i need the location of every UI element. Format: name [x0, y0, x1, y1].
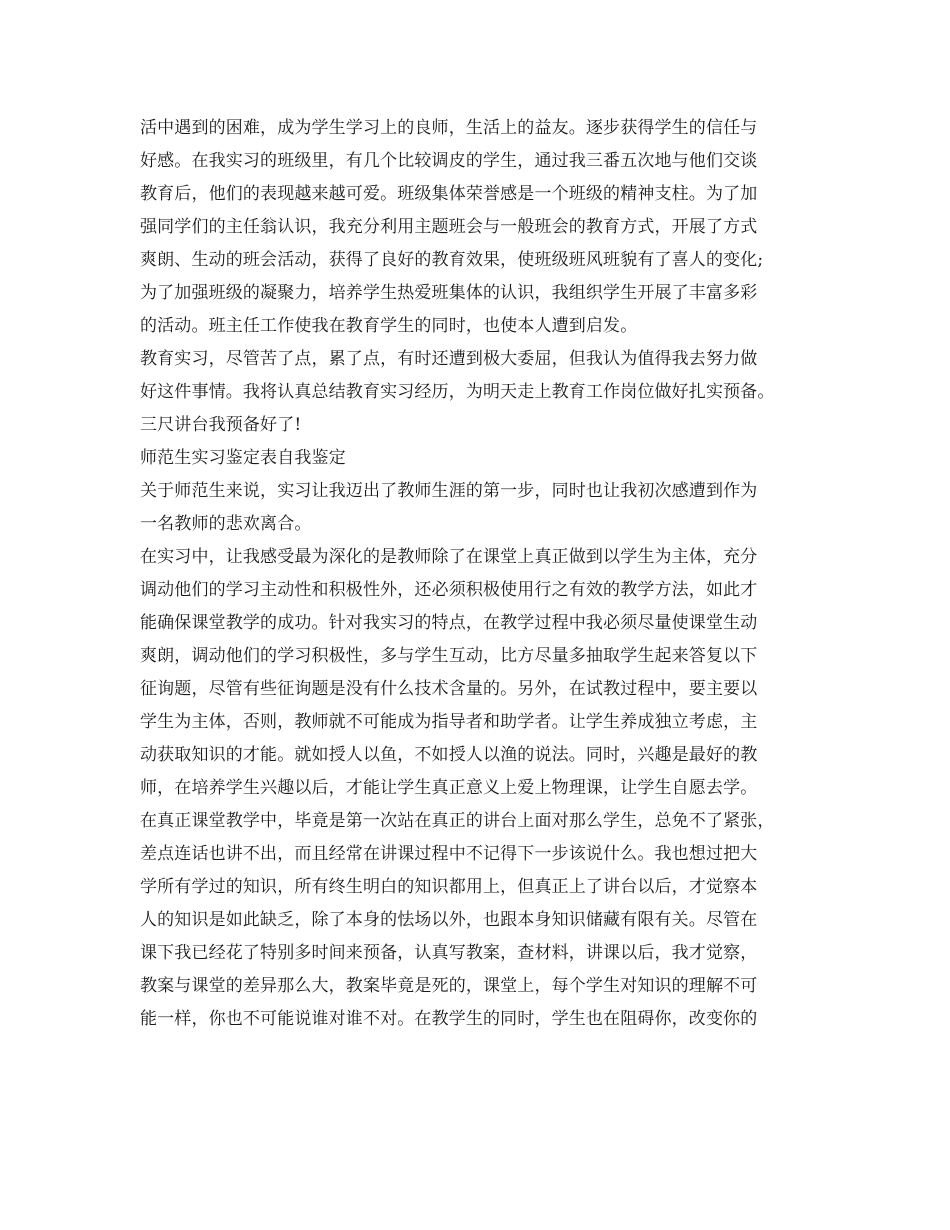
text-line-1: 活中遇到的困难，成为学生学习上的良师，生活上的益友。逐步获得学生的信任与: [140, 118, 758, 138]
text-line-8: 教育实习，尽管苦了点，累了点，有时还遭到极大委屈，但我认为值得我去努力做: [140, 349, 758, 369]
text-line-19: 学生为主体，否则，教师就不可能成为指导者和助学者。让学生养成独立考虑，主: [140, 712, 758, 732]
text-line-9: 好这件事情。我将认真总结教育实习经历，为明天走上教育工作岗位做好扎实预备。: [140, 382, 775, 402]
text-line-23: 差点连话也讲不出，而且经常在讲课过程中不记得下一步该说什么。我也想过把大: [140, 844, 758, 864]
text-line-27: 教案与课堂的差异那么大，教案毕竟是死的，课堂上，每个学生对知识的理解不可: [140, 976, 758, 996]
text-line-25: 人的知识是如此缺乏，除了本身的怯场以外，也跟本身知识储藏有限有关。尽管在: [140, 910, 758, 930]
text-line-16: 能确保课堂教学的成功。针对我实习的特点，在教学过程中我必须尽量使课堂生动: [140, 613, 758, 633]
section-heading: 师范生实习鉴定表自我鉴定: [140, 448, 346, 468]
text-line-3: 教育后，他们的表现越来越可爱。班级集体荣誉感是一个班级的精神支柱。为了加: [140, 184, 758, 204]
text-line-21: 师，在培养学生兴趣以后，才能让学生真正意义上爱上物理课，让学生自愿去学。: [140, 778, 758, 798]
text-line-17: 爽朗，调动他们的学习积极性，多与学生互动，比方尽量多抽取学生起来答复以下: [140, 646, 758, 666]
text-line-13: 一名教师的悲欢离合。: [140, 514, 312, 534]
text-line-10: 三尺讲台我预备好了!: [140, 415, 302, 435]
text-line-15: 调动他们的学习主动性和积极性外，还必须积极使用行之有效的教学方法，如此才: [140, 580, 758, 600]
text-line-24: 学所有学过的知识，所有终生明白的知识都用上，但真正上了讲台以后，才觉察本: [140, 877, 758, 897]
text-line-28: 能一样，你也不可能说谁对谁不对。在教学生的同时，学生也在阻碍你，改变你的: [140, 1009, 758, 1029]
text-line-20: 动获取知识的才能。就如授人以鱼，不如授人以渔的说法。同时，兴趣是最好的教: [140, 745, 758, 765]
text-line-18: 征询题，尽管有些征询题是没有什么技术含量的。另外，在试教过程中，要主要以: [140, 679, 758, 699]
text-line-14: 在实习中，让我感受最为深化的是教师除了在课堂上真正做到以学生为主体，充分: [140, 547, 758, 567]
text-line-12: 关于师范生来说，实习让我迈出了教师生涯的第一步，同时也让我初次感遭到作为: [140, 481, 758, 501]
text-line-5: 爽朗、生动的班会活动，获得了良好的教育效果，使班级班风班貌有了喜人的变化;: [140, 250, 764, 270]
text-line-4: 强同学们的主任翁认识，我充分利用主题班会与一般班会的教育方式，开展了方式: [140, 217, 758, 237]
text-line-7: 的活动。班主任工作使我在教育学生的同时，也使本人遭到启发。: [140, 316, 638, 336]
text-line-6: 为了加强班级的凝聚力，培养学生热爱班集体的认识，我组织学生开展了丰富多彩: [140, 283, 758, 303]
text-line-26: 课下我已经花了特别多时间来预备，认真写教案，查材料，讲课以后，我才觉察，: [140, 943, 758, 963]
document-body: [140, 112, 830, 1036]
text-line-2: 好感。在我实习的班级里，有几个比较调皮的学生，通过我三番五次地与他们交谈: [140, 151, 758, 171]
text-line-22: 在真正课堂教学中，毕竟是第一次站在真正的讲台上面对那么学生，总免不了紧张，: [140, 811, 775, 831]
